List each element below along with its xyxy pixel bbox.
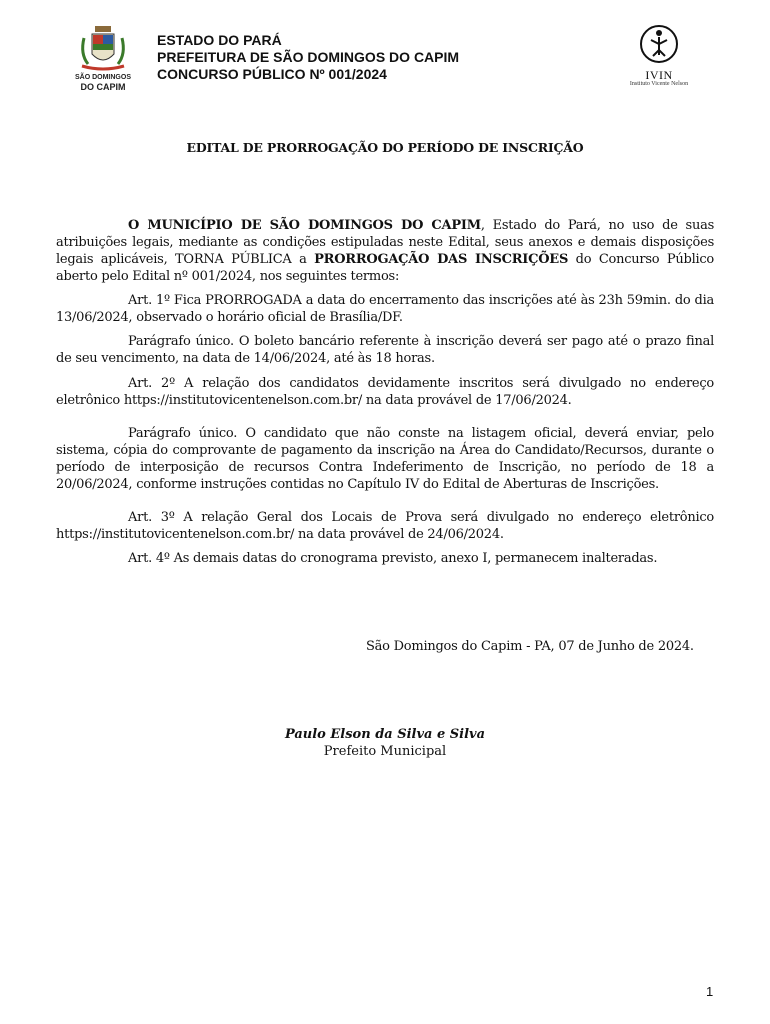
document-title: EDITAL DE PRORROGAÇÃO DO PERÍODO DE INSCRIÇÃO	[186, 140, 584, 155]
article-2-paragraph: Parágrafo único. O candidato que não conste na listagem oficial, deverá enviar, pelo sistema, cópia do comprovante de pagamento da inscrição na Área do Candidato/Recursos, durante o período de interposição de recursos Contra Indeferimento de Inscrição, no período de 18 a 20/06/2024, conforme instruções contidas no Capítulo IV do Edital de Aberturas de Inscrições.	[56, 426, 714, 492]
ivin-brand: IVIN	[645, 68, 673, 82]
article-2: Art. 2º A relação dos candidatos devidamente inscritos será divulgado no endereço eletrônico https://institutovicentenelson.com.br/ na data provável de 17/06/2024.	[56, 376, 714, 408]
intro-extension: PRORROGAÇÃO DAS INSCRIÇÕES	[314, 252, 569, 267]
intro-municipality: O MUNICÍPIO DE SÃO DOMINGOS DO CAPIM	[128, 218, 481, 233]
article-4: Art. 4º As demais datas do cronograma previsto, anexo I, permanecem inalteradas.	[128, 551, 658, 566]
signatory-role: Prefeito Municipal	[323, 744, 447, 759]
intro-paragraph	[56, 217, 714, 285]
ivin-subtitle: Instituto Vicente Nelson	[629, 81, 689, 87]
signature-block	[0, 726, 770, 760]
page-number: 1	[706, 984, 714, 999]
article-1: Art. 1º Fica PRORROGADA a data do encerramento das inscrições até às 23h 59min. do dia 13/06/2024, observado o horário oficial de Brasília/DF.	[56, 293, 714, 325]
logo-text-line1: SÃO DOMINGOS	[74, 74, 131, 81]
article-1-paragraph: Parágrafo único. O boleto bancário referente à inscrição deverá ser pago até o prazo final de seu vencimento, na data de 14/06/2024, até às 18 horas.	[56, 334, 714, 366]
header-contest: CONCURSO PÚBLICO Nº 001/2024	[157, 66, 387, 82]
logo-text-line2: DO CAPIM	[80, 82, 126, 92]
ivin-logo	[622, 24, 696, 90]
document-body	[56, 217, 714, 567]
coat-of-arms-icon	[74, 24, 132, 74]
document-header	[157, 32, 459, 83]
municipal-logo	[74, 24, 132, 90]
municipal-logo-text	[74, 74, 132, 92]
intro-text-2: do Concurso Público aberto pelo Edital nº 001/2024, nos seguintes termos:	[56, 252, 714, 284]
place-date: São Domingos do Capim - PA, 07 de Junho de 2024.	[366, 639, 694, 654]
signatory-name: Paulo Elson da Silva e Silva	[284, 727, 486, 742]
header-prefecture: PREFEITURA DE SÃO DOMINGOS DO CAPIM	[157, 49, 460, 65]
ivin-emblem-icon	[639, 24, 679, 64]
article-3: Art. 3º A relação Geral dos Locais de Prova será divulgado no endereço eletrônico https://institutovicentenelson.com.br/ na data provável de 24/06/2024.	[56, 510, 714, 542]
header-state: ESTADO DO PARÁ	[157, 32, 282, 48]
intro-text-1: , Estado do Pará, no uso de suas atribuições legais, mediante as condições estipuladas neste Edital, seus anexos e demais disposições legais aplicáveis, TORNA PÚBLICA a	[56, 218, 714, 267]
